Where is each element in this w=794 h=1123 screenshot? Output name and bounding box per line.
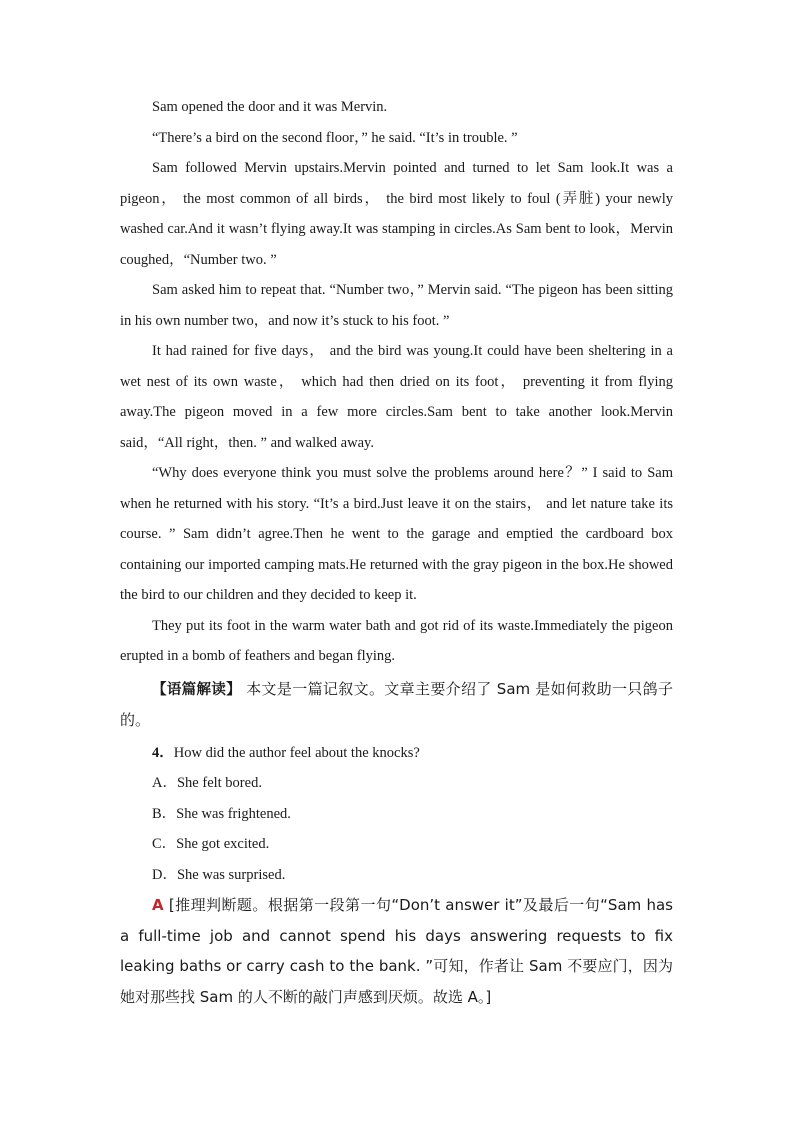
- answer-explanation: [推理判断题。根据第一段第一句“Don’t answer it”及最后一句“Sam has a full-time job and cannot spend his days answering requests to fix leaking baths or carry cash to the bank. ”可知，作者让 Sam 不要应门，因为她对那些找 Sam 的人不断的敲门声感到厌烦。故选 A。]: [120, 896, 673, 1006]
- option-b: [120, 799, 673, 830]
- option-c: [120, 829, 673, 860]
- passage-paragraph: Sam followed Mervin upstairs.Mervin pointed and turned to let Sam look.It was a pigeon， the most common of all birds， the bird most likely to foul (弄脏) your newly washed car.And it wasn’t flying away.It was stamping in circles.As Sam bent to look，Mervin coughed，“Number two. ”: [120, 160, 673, 268]
- answer-block: [120, 890, 673, 1012]
- answer-letter: A: [152, 896, 164, 914]
- passage-paragraph: Sam opened the door and it was Mervin.: [152, 99, 388, 115]
- question-text: How did the author feel about the knocks?: [173, 744, 420, 761]
- question-number: 4．: [152, 744, 174, 761]
- option-text: She was frightened.: [176, 805, 291, 822]
- analysis-text: 本文是一篇记叙文。文章主要介绍了 Sam 是如何救助一只鸽子的。: [120, 679, 673, 729]
- option-text: She was surprised.: [176, 866, 286, 883]
- option-text: She got excited.: [176, 836, 270, 852]
- passage-paragraph: “There’s a bird on the second floor，” he said. “It’s in trouble. ”: [152, 129, 518, 146]
- option-a: [120, 768, 673, 799]
- option-letter: D．: [152, 866, 177, 883]
- option-letter: C．: [152, 836, 177, 852]
- question-stem: [120, 738, 673, 769]
- option-letter: B．: [152, 805, 177, 822]
- passage-paragraph: They put its foot in the warm water bath and got rid of its waste.Immediately the pigeon erupted in a bomb of feathers and began flying.: [120, 617, 673, 664]
- option-letter: A．: [152, 775, 177, 791]
- page-content: [120, 92, 673, 1012]
- option-d: [120, 860, 673, 891]
- passage-paragraph: “Why does everyone think you must solve the problems around here？” I said to Sam when he returned with his story. “It’s a bird.Just leave it on the stairs， and let nature take its course. ” Sam didn’t agree.Then he went to the garage and emptied the cardboard box containing our imported camping mats.He returned with the gray pigeon in the box.He showed the bird to our children and they decided to keep it.: [120, 465, 673, 603]
- analysis-label: 【语篇解读】: [152, 681, 242, 698]
- passage-paragraph: Sam asked him to repeat that. “Number two，” Mervin said. “The pigeon has been sitting in his own number two，and now it’s stuck to his foot. ”: [120, 282, 673, 329]
- option-text: She felt bored.: [176, 775, 262, 791]
- passage-paragraph: It had rained for five days， and the bird was young.It could have been sheltering in a wet nest of its own waste， which had then dried on its foot， preventing it from flying away.The pigeon moved in a few more circles.Sam bent to take another look.Mervin said，“All right，then. ” and walked away.: [120, 343, 673, 451]
- analysis-block: [120, 674, 673, 736]
